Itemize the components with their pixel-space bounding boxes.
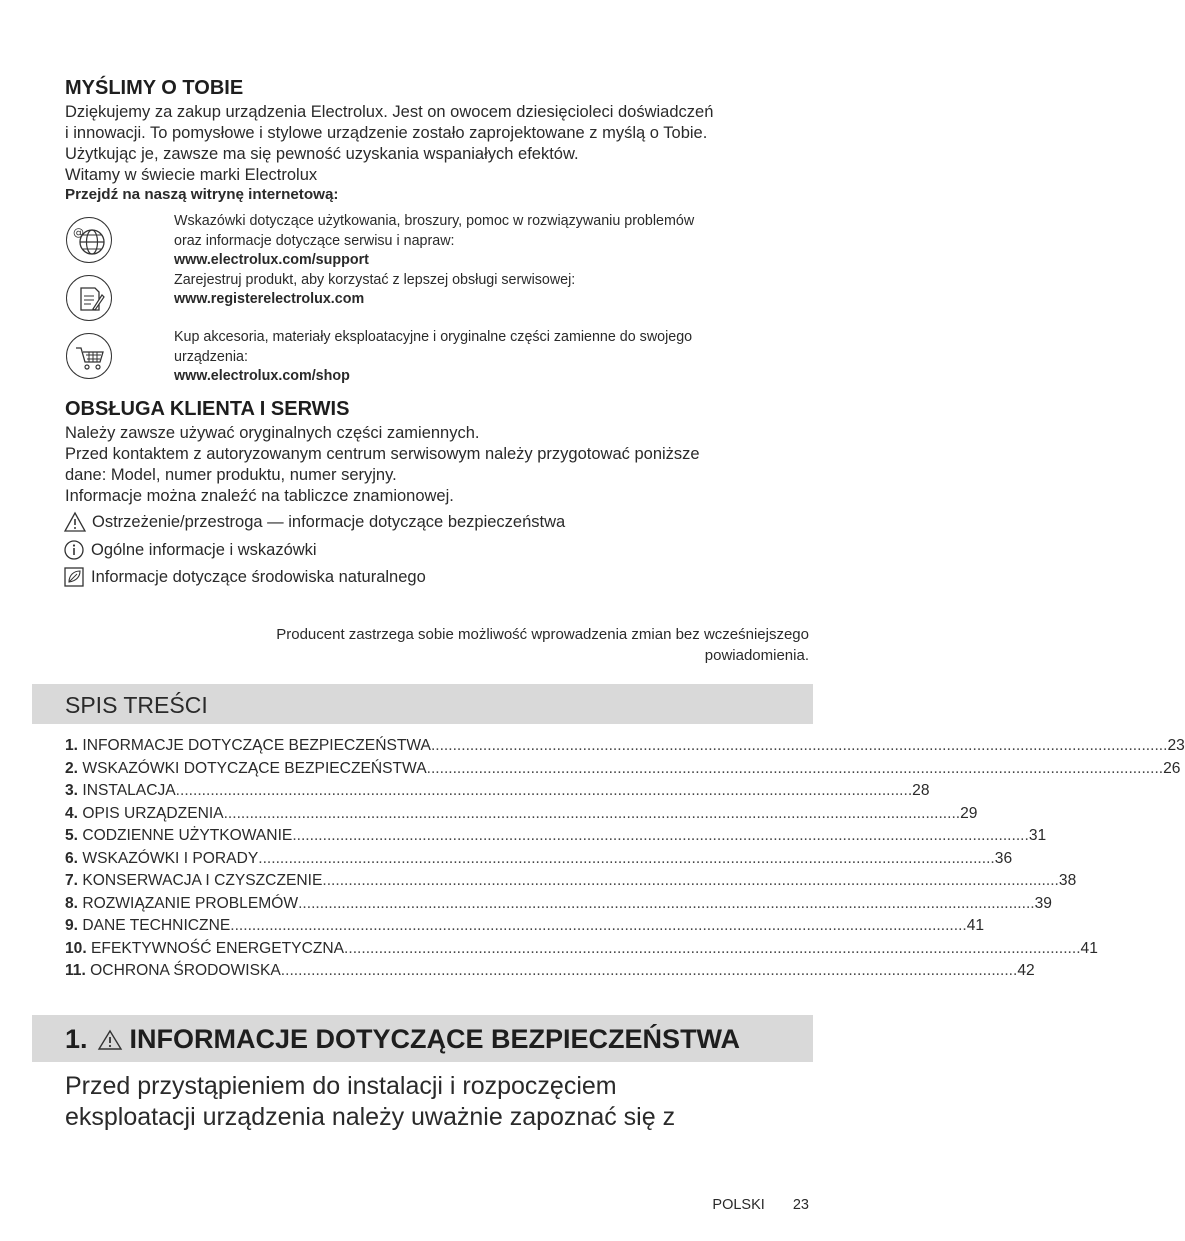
support-link-block xyxy=(174,212,694,310)
note-environment-text: Informacje dotyczące środowiska naturalnego xyxy=(91,567,426,586)
service-line: Przed kontaktem z autoryzowanym centrum serwisowym należy przygotować poniższe xyxy=(65,445,700,463)
toc-item[interactable]: 3. INSTALACJA .......................................................................................................................................................................... 28 xyxy=(65,782,930,799)
toc-item[interactable]: 5. CODZIENNE UŻYTKOWANIE .......................................................................................................................................................................... 31 xyxy=(65,827,1047,844)
section1-line: Przed przystąpieniem do instalacji i rozpoczęciem xyxy=(65,1072,617,1100)
page-footer xyxy=(712,1197,809,1213)
shop-link-block xyxy=(174,328,692,387)
intro-heading: MYŚLIMY O TOBIE xyxy=(65,77,244,99)
disclaimer xyxy=(276,624,809,666)
footer-page-number: 23 xyxy=(792,1197,809,1213)
note-environment xyxy=(64,566,426,588)
toc-heading: SPIS TREŚCI xyxy=(65,692,208,718)
service-heading: OBSŁUGA KLIENTA I SERWIS xyxy=(65,398,350,420)
intro-line: Dziękujemy za zakup urządzenia Electrolux. Jest on owocem dziesięcioleci doświadczeń xyxy=(65,103,714,121)
intro-paragraph xyxy=(65,102,713,186)
toc-item[interactable]: 4. OPIS URZĄDZENIA .......................................................................................................................................................................... 29 xyxy=(65,804,978,822)
intro-line: i innowacji. To pomysłowe i stylowe urządzenie zostało zaprojektowane z myślą o Tobie. xyxy=(65,124,708,142)
disclaimer-line: powiadomienia. xyxy=(704,647,809,664)
toc-item[interactable]: 6. WSKAZÓWKI I PORADY .......................................................................................................................................................................... 36 xyxy=(65,849,1013,867)
note-info-text: Ogólne informacje i wskazówki xyxy=(91,540,317,559)
shop-text: urządzenia: xyxy=(174,348,248,365)
section1-heading-band xyxy=(32,1015,813,1062)
toc-list xyxy=(65,735,1185,983)
section1-intro xyxy=(65,1071,675,1133)
service-line: Należy zawsze używać oryginalnych części zamiennych. xyxy=(65,424,480,442)
service-paragraph xyxy=(65,423,700,507)
register-document-icon xyxy=(66,275,112,321)
warning-triangle-icon xyxy=(97,1028,123,1052)
shop-url-link[interactable]: www.electrolux.com/shop xyxy=(174,368,350,384)
register-text: Zarejestruj produkt, aby korzystać z lepszej obsługi serwisowej: xyxy=(174,271,576,288)
info-circle-icon xyxy=(64,539,84,561)
disclaimer-line: Producent zastrzega sobie możliwość wprowadzenia zmian bez wcześniejszego xyxy=(276,626,809,643)
section1-number: 1. xyxy=(65,1024,88,1054)
toc-item[interactable]: 7. KONSERWACJA I CZYSZCZENIE .......................................................................................................................................................................... 38 xyxy=(65,872,1077,889)
support-url-link[interactable]: www.electrolux.com/support xyxy=(174,252,369,268)
section1-line: eksploatacji urządzenia należy uważnie zapoznać się z xyxy=(65,1103,676,1131)
toc-heading-band xyxy=(32,684,813,724)
website-prompt: Przejdź na naszą witrynę internetową: xyxy=(65,186,339,203)
warning-triangle-icon xyxy=(64,511,86,533)
toc-item[interactable]: 1. INFORMACJE DOTYCZĄCE BEZPIECZEŃSTWA .......................................................................................................................................................................... 23 xyxy=(65,737,1185,754)
footer-language: POLSKI xyxy=(712,1197,765,1213)
support-text: oraz informacje dotyczące serwisu i napraw: xyxy=(174,232,455,249)
note-info xyxy=(64,539,317,561)
service-line: dane: Model, numer produktu, numer seryjny. xyxy=(65,466,397,484)
globe-web-icon xyxy=(66,217,112,263)
environment-leaf-icon xyxy=(64,566,84,588)
note-warning xyxy=(64,511,565,533)
support-text: Wskazówki dotyczące użytkowania, broszury, pomoc w rozwiązywaniu problemów xyxy=(174,213,695,229)
toc-item[interactable]: 2. WSKAZÓWKI DOTYCZĄCE BEZPIECZEŃSTWA .......................................................................................................................................................................... 26 xyxy=(65,759,1181,777)
toc-item[interactable]: 9. DANE TECHNICZNE .......................................................................................................................................................................... 41 xyxy=(65,917,985,934)
intro-line: Użytkując je, zawsze ma się pewność uzyskania wspaniałych efektów. xyxy=(65,145,579,163)
toc-item[interactable]: 10. EFEKTYWNOŚĆ ENERGETYCZNA .......................................................................................................................................................................... 41 xyxy=(65,939,1098,957)
shopping-cart-icon xyxy=(66,333,112,379)
service-line: Informacje można znaleźć na tabliczce znamionowej. xyxy=(65,487,454,505)
svg-text:@: @ xyxy=(73,226,84,239)
register-url-link[interactable]: www.registerelectrolux.com xyxy=(174,291,365,307)
toc-item[interactable]: 8. ROZWIĄZANIE PROBLEMÓW .......................................................................................................................................................................... 39 xyxy=(65,894,1052,912)
note-warning-text: Ostrzeżenie/przestroga — informacje dotyczące bezpieczeństwa xyxy=(92,512,566,531)
section1-title: INFORMACJE DOTYCZĄCE BEZPIECZEŃSTWA xyxy=(129,1024,741,1054)
shop-text: Kup akcesoria, materiały eksploatacyjne i oryginalne części zamienne do swojego xyxy=(174,329,693,345)
toc-item[interactable]: 11. OCHRONA ŚRODOWISKA .......................................................................................................................................................................... 42 xyxy=(65,962,1035,979)
section1-heading xyxy=(65,1024,740,1055)
intro-line: Witamy w świecie marki Electrolux xyxy=(65,166,318,184)
